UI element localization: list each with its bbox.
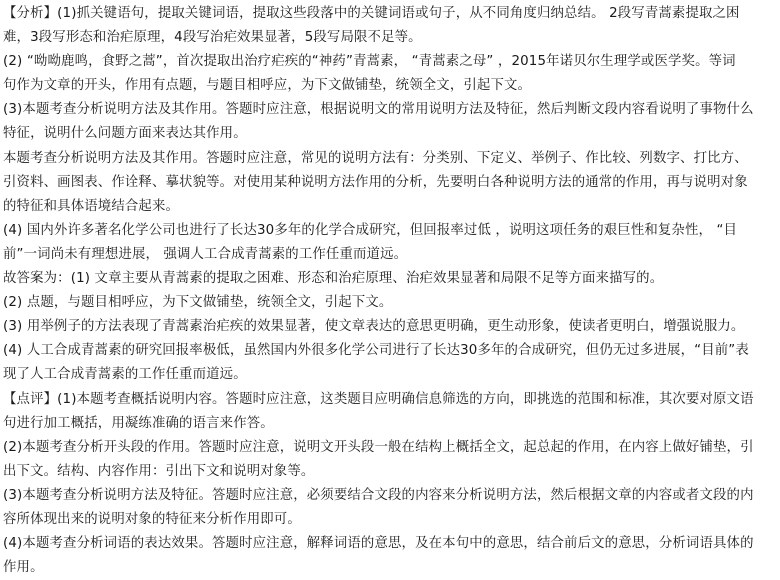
text-line: (2) “呦呦鹿鸣，食野之蒿”，首次提取出治疗疟疾的“神药”青蒿素， “青蒿素之母” ，2015年诺贝尔生理学或医学奖。等词 [3, 54, 736, 70]
text-line: 句作为文章的开头，作用有点题，与题目相呼应，为下文做铺垫，统领全文，引起下文。 [3, 78, 532, 94]
text-line: (4)本题考查分析词语的表达效果。答题时应注意，解释词语的意思，及在本句中的意思，结合前后文的意思，分析词语具体的 [3, 536, 754, 552]
text-line: 出下文。结构、内容作用：引出下文和说明对象等。 [3, 463, 315, 479]
text-line: (3) 用举例子的方法表现了青蒿素治疟疾的效果显著，使文章表达的意思更明确，更生动形象，使读者更明白，增强说服力。 [3, 319, 745, 335]
text-line: 句进行加工概括，用凝练准确的语言来作答。 [3, 415, 274, 431]
text-line: (3)本题考查分析说明方法及特征。答题时应注意，必须要结合文段的内容来分析说明方法，然后根据文章的内容或者文段的内 [3, 487, 754, 503]
text-line: 容所体现出来的说明对象的特征来分析作用即可。 [3, 511, 301, 527]
text-line: (4) 人工合成青蒿素的研究回报率极低，虽然国内外很多化学公司进行了长达30多年的合成研究，但仍无过多进展，“目前”表 [3, 343, 749, 359]
text-line: (4) 国内外许多著名化学公司也进行了长达30多年的化学合成研究，但回报率过低 ，说明这项任务的艰巨性和复杂性， “目 [3, 222, 738, 238]
text-line: (2)本题考查分析开头段的作用。答题时应注意，说明文开头段一般在结构上概括全文，起总起的作用，在内容上做好铺垫，引 [3, 439, 754, 455]
text-line: (2) 点题，与题目相呼应，为下文做铺垫，统领全文，引起下文。 [3, 295, 393, 311]
text-line: 作用。 [3, 560, 44, 576]
text-line: (3)本题考查分析说明方法及其作用。答题时应注意，根据说明文的常用说明方法及特征，然后判断文段内容看说明了事物什么 [3, 102, 754, 118]
text-line: 故答案为：(1) 文章主要从青蒿素的提取之困难、形态和治疟原理、治疟效果显著和局限不足等方面来描写的。 [3, 271, 664, 287]
text-line: 【点评】(1)本题考查概括说明内容。答题时应注意，这类题目应明确信息筛选的方向，即挑选的范围和标准，其次要对原文语 [3, 391, 754, 407]
text-line: 特征，说明什么问题方面来表达其作用。 [3, 126, 247, 142]
text-line: 本题考查分析说明方法及其作用。答题时应注意，常见的说明方法有：分类别、下定义、举例子、作比较、列数字、打比方、 [3, 150, 748, 166]
text-line: 现了人工合成青蒿素的工作任重而道远。 [3, 367, 247, 383]
text-line: 难，3段写形态和治疟原理，4段写治疟效果显著，5段写局限不足等。 [3, 30, 422, 46]
text-line: 的特征和具体语境结合起来。 [3, 198, 180, 214]
text-line: 前”一词尚未有理想进展， 强调人工合成青蒿素的工作任重而道远。 [3, 246, 408, 262]
text-line: 引资料、画图表、作诠释、摹状貌等。对使用某种说明方法作用的分析，先要明白各种说明方法的通常的作用，再与说明对象 [3, 174, 748, 190]
text-line: 【分析】(1)抓关键语句，提取关键词语，提取这些段落中的关键词语或句子，从不同角度归纳总结。 2段写青蒿素提取之困 [3, 6, 740, 21]
